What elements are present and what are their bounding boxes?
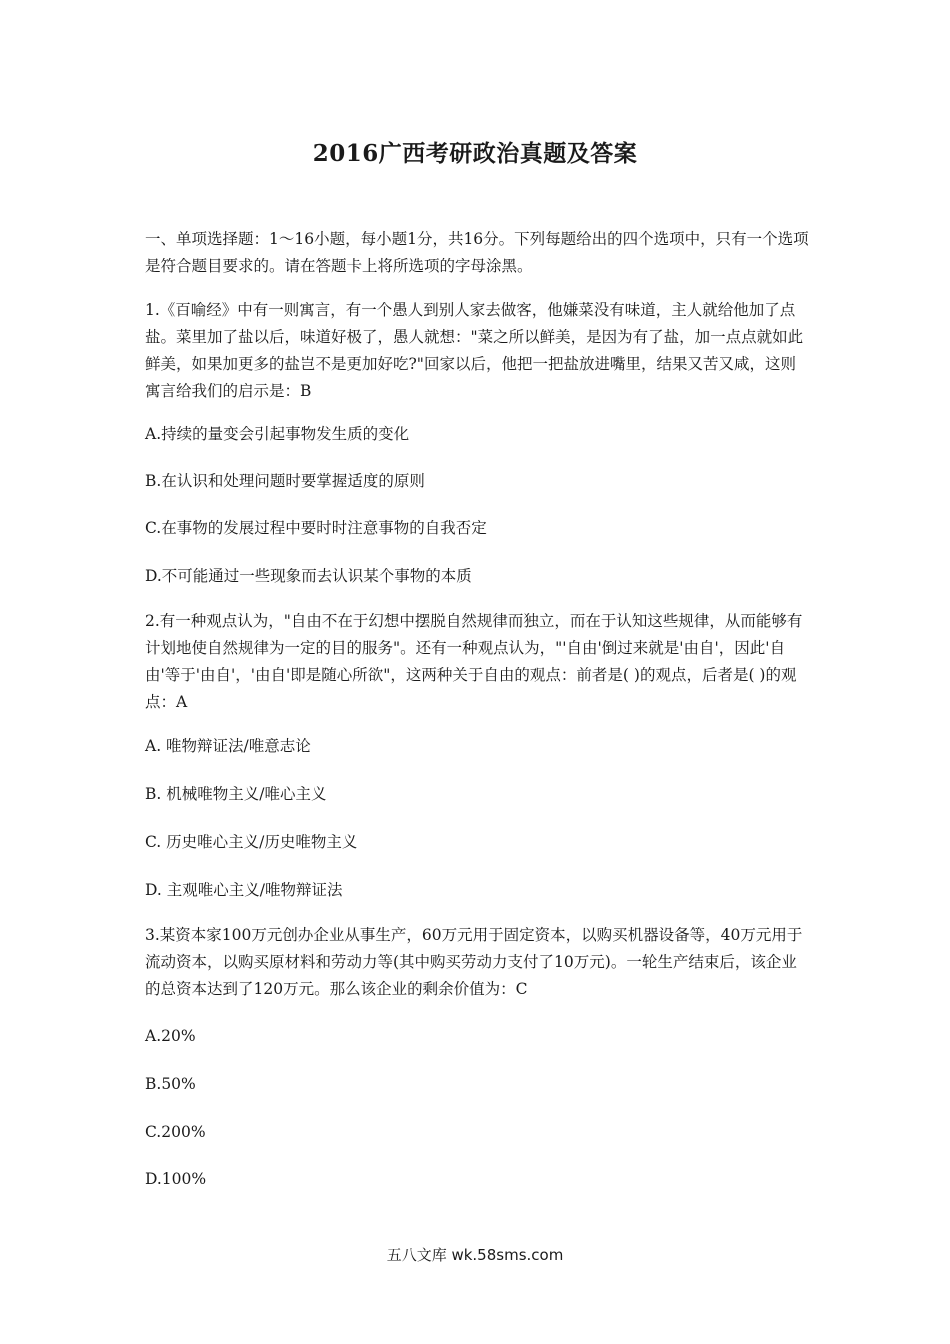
question-2-option-c: C. 历史唯心主义/历史唯物主义 — [145, 833, 358, 851]
question-2-option-a: A. 唯物辩证法/唯意志论 — [145, 737, 311, 755]
question-1-option-a: A.持续的量变会引起事物发生质的变化 — [145, 425, 410, 443]
question-3-stem: 3.某资本家100万元创办企业从事生产，60万元用于固定资本，以购买机器设备等，40万元用于流动资本，以购买原材料和劳动力等(其中购买劳动力支付了10万元)。一轮生产结束后，该企业的总资本达到了120万元。那么该企业的剩余价值为：C — [145, 926, 803, 998]
question-3-option-c: C.200% — [145, 1123, 206, 1141]
question-1-stem: 1.《百喻经》中有一则寓言，有一个愚人到别人家去做客，他嫌菜没有味道，主人就给他加了点盐。菜里加了盐以后，味道好极了，愚人就想："菜之所以鲜美，是因为有了盐，加一点点就如此鲜美，如果加更多的盐岂不是更加好吃?"回家以后，他把一把盐放进嘴里，结果又苦又咸，这则寓言给我们的启示是：B — [145, 301, 804, 400]
question-3-option-a: A.20% — [145, 1027, 196, 1045]
footer-watermark: 五八文库 wk.58sms.com — [386, 1246, 564, 1264]
question-3-option-b: B.50% — [145, 1075, 196, 1093]
question-1-option-b: B.在认识和处理问题时要掌握适度的原则 — [145, 472, 425, 490]
section-intro: 一、单项选择题：1～16小题，每小题1分，共16分。下列每题给出的四个选项中，只有一个选项是符合题目要求的。请在答题卡上将所选项的字母涂黑。 — [145, 230, 809, 275]
question-2-option-d: D. 主观唯心主义/唯物辩证法 — [145, 881, 343, 899]
question-1-option-c: C.在事物的发展过程中要时时注意事物的自我否定 — [145, 519, 487, 537]
question-3-option-d: D.100% — [145, 1170, 207, 1188]
question-1-option-d: D.不可能通过一些现象而去认识某个事物的本质 — [145, 567, 472, 585]
question-2-option-b: B. 机械唯物主义/唯心主义 — [145, 785, 327, 803]
question-2-stem: 2.有一种观点认为，"自由不在于幻想中摆脱自然规律而独立，而在于认知这些规律，从而能够有计划地使自然规律为一定的目的服务"。还有一种观点认为，"'自由'倒过来就是'由自'，因此'自由'等于'由自'，'由自'即是随心所欲"，这两种关于自由的观点：前者是( )的观点，后者是( )的观点：A — [145, 612, 803, 711]
document-title: 2016广西考研政治真题及答案 — [312, 140, 638, 167]
